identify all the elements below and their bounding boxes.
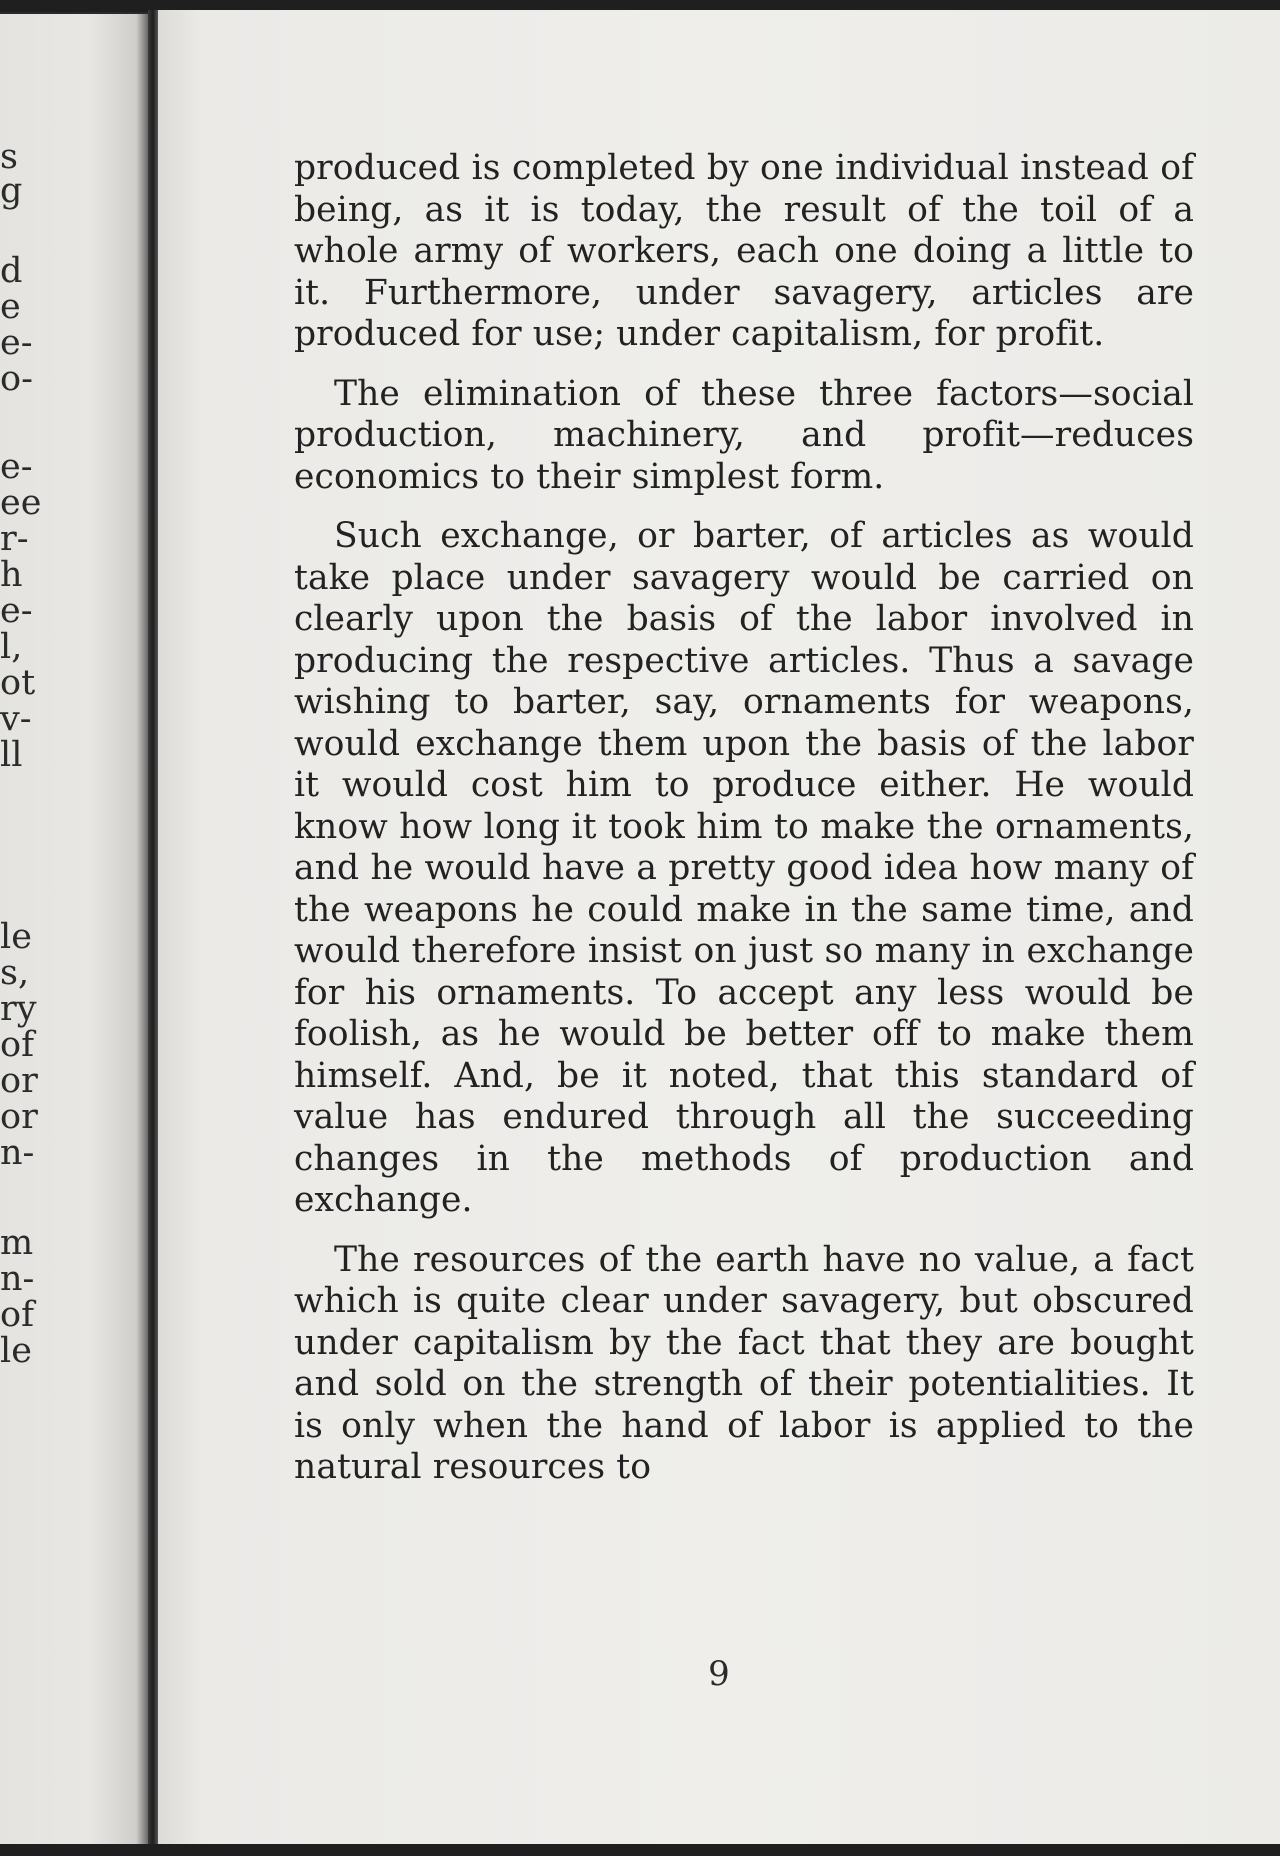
- paragraph: The resources of the earth have no value, a fact which is quite clear under savagery, but obscured under capitalism by the fact that they are bought and sold on the strength of their potentialities. It is only when the hand of labor is applied to the natural resources to: [294, 1239, 1194, 1487]
- left-line-fragment: le: [0, 917, 32, 957]
- left-line-fragment: e: [0, 287, 21, 327]
- page-number: 9: [708, 1654, 730, 1694]
- left-line-fragment: m: [0, 1223, 34, 1263]
- book-spine-gutter: [148, 10, 158, 1846]
- left-line-fragment: n-: [0, 1259, 35, 1299]
- left-line-fragment: e-: [0, 591, 33, 631]
- paragraph: Such exchange, or barter, of articles as would take place under savagery would be carried on clearly upon the basis of the labor involved in producing the respective articles. Thus a savage wishing to barter, say, ornaments for weapons, would exchange them upon the basis of the labor it would cost him to produce either. He would know how long it took him to make the ornaments, and he would have a pretty good idea how many of the weapons he could make in the same time, and would therefore insist on just so many in exchange for his ornaments. To accept any less would be foolish, as he would be better off to make them himself. And, be it noted, that this standard of value has endured through all the succeeding changes in the methods of production and exchange.: [294, 516, 1194, 1220]
- left-line-fragment: v-: [0, 699, 32, 739]
- body-text: [294, 148, 1194, 1489]
- left-line-fragment: s: [0, 137, 18, 177]
- left-line-fragment: d: [0, 251, 23, 291]
- left-line-fragment: or: [0, 1097, 38, 1137]
- left-line-fragment: o-: [0, 359, 33, 399]
- left-line-fragment: l,: [0, 627, 23, 667]
- left-line-fragment: g: [0, 171, 23, 211]
- left-line-fragment: h: [0, 555, 23, 595]
- left-line-fragment: e-: [0, 447, 33, 487]
- left-line-fragment: ry: [0, 989, 37, 1029]
- paragraph: produced is completed by one individual instead of being, as it is today, the result of the toil of a whole army of workers, each one doing a little to it. Furthermore, under savagery, articles are produced for use; under capitalism, for profit.: [294, 148, 1194, 354]
- left-line-fragment: n-: [0, 1133, 35, 1173]
- left-line-fragment: r-: [0, 519, 29, 559]
- paragraph: The elimination of these three factors—social production, machinery, and profit—reduces economics to their simplest form.: [294, 373, 1194, 497]
- left-line-fragment: le: [0, 1331, 32, 1371]
- main-page: [158, 10, 1280, 1846]
- left-line-fragment: ll: [0, 735, 23, 775]
- left-line-fragment: ot: [0, 663, 36, 703]
- left-line-fragment: ee: [0, 483, 42, 523]
- left-line-fragment: or: [0, 1061, 38, 1101]
- left-line-fragment: of: [0, 1025, 35, 1065]
- left-facing-page: [0, 14, 148, 1844]
- scan-bottom-edge: [0, 1844, 1280, 1856]
- left-line-fragment: of: [0, 1295, 35, 1335]
- left-line-fragment: e-: [0, 323, 33, 363]
- left-line-fragment: s,: [0, 953, 30, 993]
